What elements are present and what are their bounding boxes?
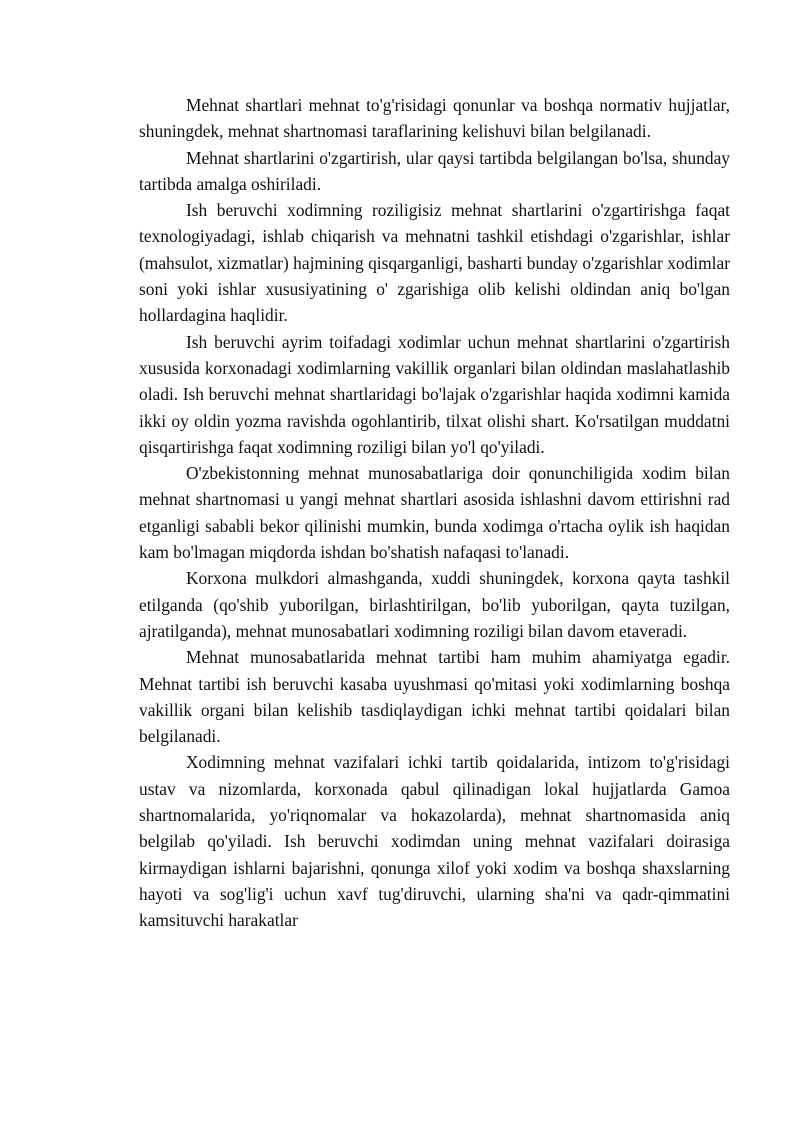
paragraph: Ish beruvchi xodimning roziligisiz mehnat shartlarini o'zgartirishga faqat texnologiyadagi, ishlab chiqarish va mehnatni tashkil etishdagi o'zgarishlar, ishlar (mahsulot, xizmatlar) hajmining qisqarganligi, basharti bunday o'zgarishlar xodimlar soni yoki ishlar xususiyatining o' zgarishiga olib kelishi oldindan aniq bo'lgan hollardagina haqlidir. [139,200,730,326]
paragraph: Korxona mulkdori almashganda, xuddi shuningdek, korxona qayta tashkil etilganda (qo'shib yuborilgan, birlashtirilgan, bo'lib yuborilgan, qayta tuzilgan, ajratilganda), mehnat munosabatlari xodimning roziligi bilan davom etaveradi. [139,568,730,641]
paragraph: Mehnat shartlarini o'zgartirish, ular qaysi tartibda belgilangan bo'lsa, shunday tartibda amalga oshiriladi. [139,147,730,194]
paragraph: O'zbekistonning mehnat munosabatlariga doir qonunchiligida xodim bilan mehnat shartnomasi u yangi mehnat shartlari asosida ishlashni davom ettirishni rad etganligi sababli bekor qilinishi mumkin, bunda xodimga o'rtacha oylik ish haqidan kam bo'lmagan miqdorda ishdan bo'shatish nafaqasi to'lanadi. [139,463,730,563]
paragraph: Xodimning mehnat vazifalari ichki tartib qoidalarida, intizom to'g'risidagi ustav va nizomlarda, korxonada qabul qilinadigan lokal hujjatlarda Gamoa shartnomalarida, yo'riqnomalar va hokazolarda), mehnat shartnomasida aniq belgilab qo'yiladi. Ish beruvchi xodimdan uning mehnat vazifalari doirasiga kirmaydigan ishlarni bajarishni, qonunga xilof yoki xodim va boshqa shaxslarning hayoti va sog'lig'i uchun xavf tug'diruvchi, ularning sha'ni va qadr-qimmatini kamsituvchi harakatlar [139,752,730,931]
paragraph: Ish beruvchi ayrim toifadagi xodimlar uchun mehnat shartlarini o'zgartirish xususida korxonadagi xodimlarning vakillik organlari bilan oldindan maslahatlashib oladi. Ish beruvchi mehnat shartlaridagi bo'lajak o'zgarishlar haqida xodimni kamida ikki oy oldin yozma ravishda ogohlantirib, tilxat olishi shart. Ko'rsatilgan muddatni qisqartirishga faqat xodimning roziligi bilan yo'l qo'yiladi. [139,331,730,457]
paragraph: Mehnat munosabatlarida mehnat tartibi ham muhim ahamiyatga egadir. Mehnat tartibi ish beruvchi kasaba uyushmasi qo'mitasi yoki xodimlarning boshqa vakillik organi bilan kelishib tasdiqlaydigan ichki mehnat tartibi qoidalari bilan belgilanadi. [139,647,730,747]
document-body [139,92,730,934]
paragraph: Mehnat shartlari mehnat to'g'risidagi qonunlar va boshqa normativ hujjatlar, shuningdek, mehnat shartnomasi taraflarining kelishuvi bilan belgilanadi. [139,95,730,142]
